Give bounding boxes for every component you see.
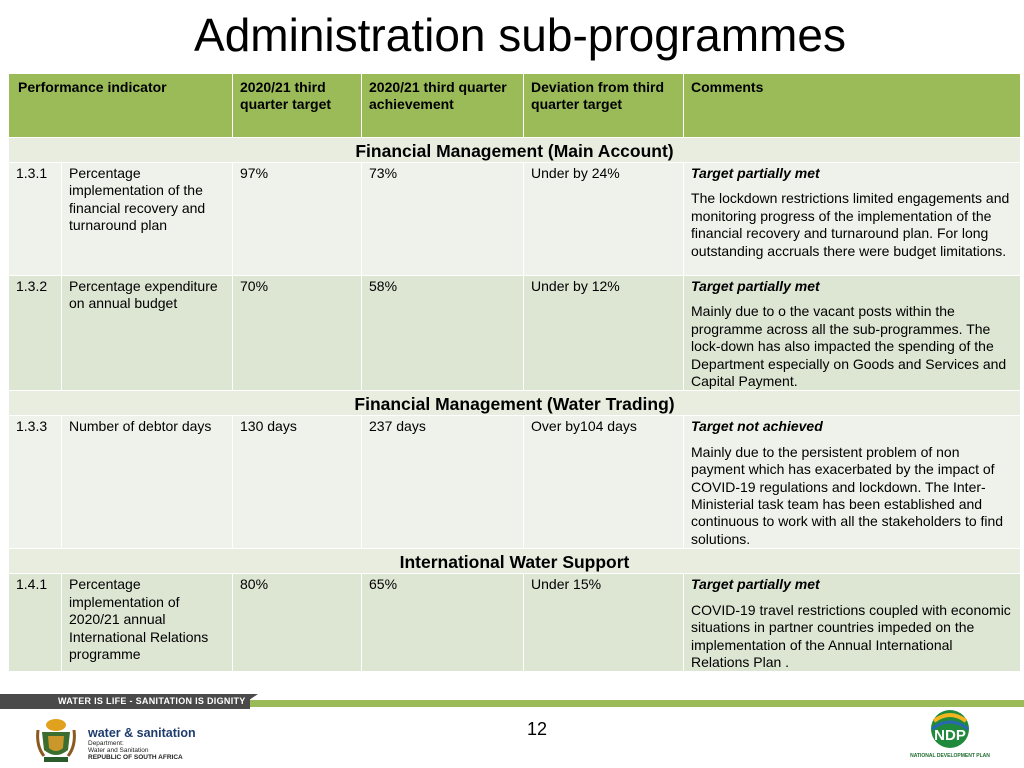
row-comment-cell [684,276,1021,391]
row-indicator: Percentage implementation of the financial recovery and turnaround plan [62,163,233,276]
row-target: 97% [233,163,362,276]
row-id: 1.4.1 [9,574,62,672]
section-heading-row [9,391,1021,416]
row-deviation: Under by 24% [524,163,684,276]
department-line-2: Water and Sanitation [88,747,149,754]
row-achievement: 237 days [362,416,524,549]
row-comment: The lockdown restrictions limited engagements and monitoring progress of the implementation of the financial recovery and turnaround plan. For long outstanding accruals there were budget limitations. [691,190,1010,259]
header-comments: Comments [684,74,1021,138]
department-subtitle [88,740,183,761]
row-achievement: 65% [362,574,524,672]
row-deviation: Under 15% [524,574,684,672]
ndp-emblem-icon [908,709,992,753]
row-target: 80% [233,574,362,672]
table-row [9,163,1021,276]
department-line-1: Department: [88,740,124,747]
section-heading: Financial Management (Water Trading) [9,391,1021,416]
row-id: 1.3.3 [9,416,62,549]
row-comment: Mainly due to o the vacant posts within the programme across all the sub-programmes. The lock-down has also impacted the spending of the Department especially on Goods and Services and Capital Payment. [691,303,1007,390]
page-title: Administration sub-programmes [194,9,846,61]
row-deviation: Over by104 days [524,416,684,549]
row-indicator: Percentage implementation of 2020/21 annual International Relations programme [62,574,233,672]
footer-slogan: WATER IS LIFE - SANITATION IS DIGNITY [58,696,246,706]
row-comment-cell [684,416,1021,549]
row-deviation: Under by 12% [524,276,684,391]
row-status: Target partially met [691,278,820,294]
row-indicator: Percentage expenditure on annual budget [62,276,233,391]
row-comment: Mainly due to the persistent problem of non payment which has exacerbated by the impact of COVID-19 regulations and lockdown. The Inter-Ministerial task team has been established and continuous to work with all the stakeholders to find solutions. [691,443,1004,547]
footer-green-strip [250,700,1024,707]
row-status: Target partially met [691,165,820,181]
row-id: 1.3.1 [9,163,62,276]
row-id: 1.3.2 [9,276,62,391]
row-comment-cell [684,163,1021,276]
header-performance-indicator: Performance indicator [9,74,233,138]
row-target: 130 days [233,416,362,549]
row-status: Target not achieved [691,418,823,435]
row-comment: COVID-19 travel restrictions coupled with economic situations in partner countries impeded on the implementation of the Annual International Relations Plan . [691,601,1011,670]
ndp-label: NATIONAL DEVELOPMENT PLAN [910,753,990,759]
row-status: Target partially met [691,576,820,593]
department-title: water & sanitation [88,726,196,740]
header-achievement: 2020/21 third quarter achievement [362,74,524,138]
row-achievement: 73% [362,163,524,276]
section-heading: International Water Support [9,549,1021,574]
section-heading: Financial Management (Main Account) [9,138,1021,163]
table-row [9,416,1021,549]
table-header-row [9,74,1021,138]
header-target: 2020/21 third quarter target [233,74,362,138]
performance-table-container [8,73,1020,672]
section-heading-row [9,138,1021,163]
header-deviation: Deviation from third quarter target [524,74,684,138]
performance-table [8,73,1021,672]
svg-text:NDP: NDP [934,727,966,744]
department-line-3: REPUBLIC OF SOUTH AFRICA [88,754,183,761]
section-heading-row [9,549,1021,574]
ndp-logo [908,709,992,767]
row-comment-cell [684,574,1021,672]
table-row [9,574,1021,672]
row-target: 70% [233,276,362,391]
table-row [9,276,1021,391]
row-indicator: Number of debtor days [62,416,233,549]
page-number: 12 [526,719,548,739]
row-achievement: 58% [362,276,524,391]
